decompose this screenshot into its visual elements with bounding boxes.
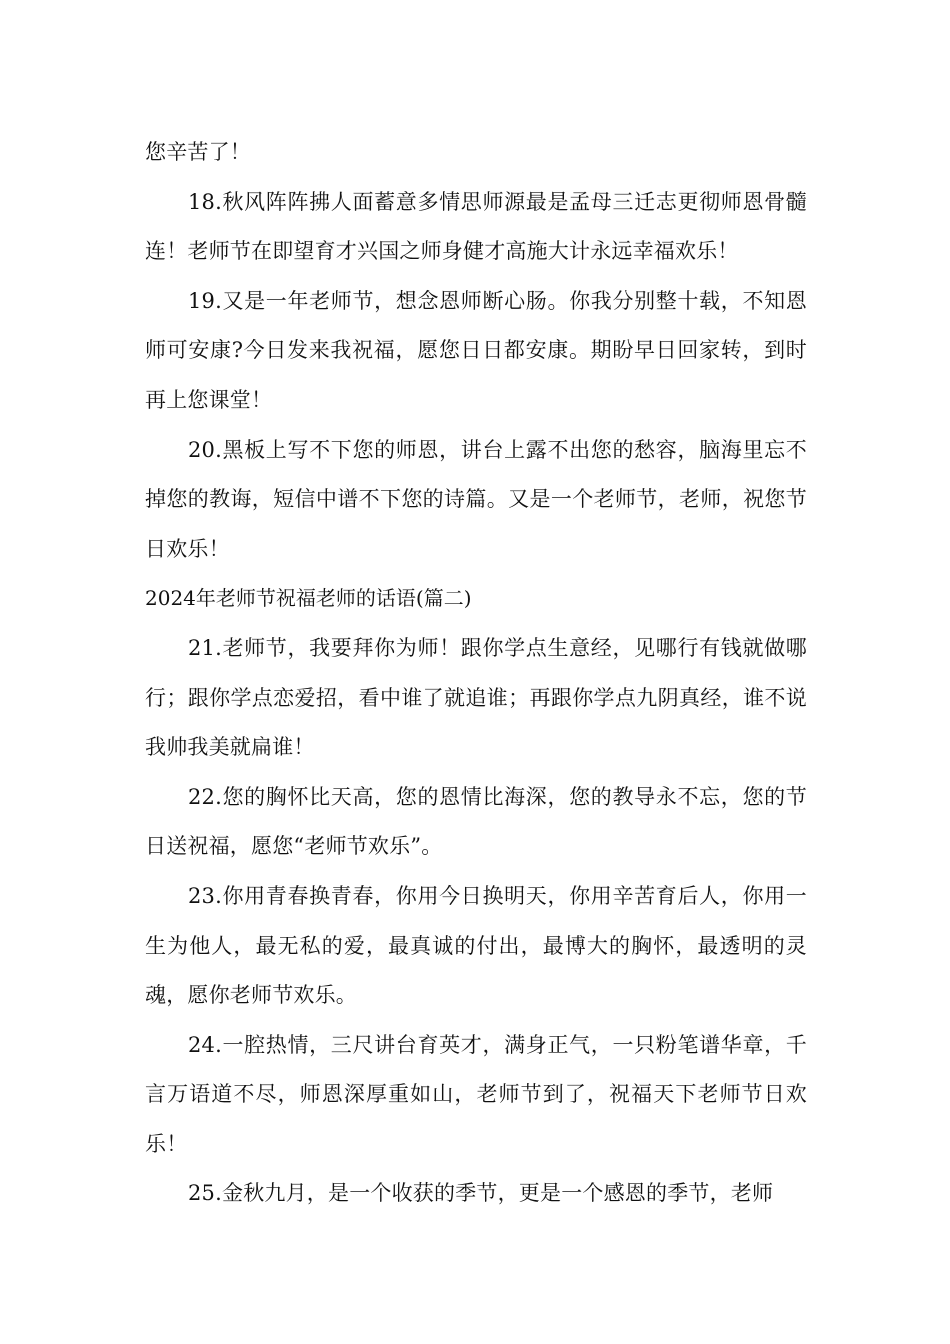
paragraph-continuation: 您辛苦了！: [145, 140, 251, 164]
section-heading: 2024年老师节祝福老师的话语(篇二): [145, 586, 472, 611]
paragraph-22: 22.您的胸怀比天高，您的恩情比海深，您的教导永不忘，您的节日送祝福，愿您“老师节欢乐”。: [145, 784, 807, 859]
paragraph-20: 20.黑板上写不下您的师恩，讲台上露不出您的愁容，脑海里忘不掉您的教诲，短信中谱不下您的诗篇。又是一个老师节，老师，祝您节日欢乐！: [145, 437, 807, 561]
paragraph-19: 19.又是一年老师节，想念恩师断心肠。你我分别整十载，不知恩师可安康?今日发来我祝福，愿您日日都安康。期盼早日回家转，到时再上您课堂！: [145, 288, 807, 412]
paragraph-21: 21.老师节，我要拜你为师！跟你学点生意经，见哪行有钱就做哪行；跟你学点恋爱招，看中谁了就追谁；再跟你学点九阴真经，谁不说我帅我美就扁谁！: [145, 635, 807, 760]
paragraph-18: 18.秋风阵阵拂人面蓄意多情思师源最是孟母三迁志更彻师恩骨髓连！老师节在即望育才兴国之师身健才高施大计永远幸福欢乐！: [145, 189, 807, 264]
paragraph-23: 23.你用青春换青春，你用今日换明天，你用辛苦育后人，你用一生为他人，最无私的爱，最真诚的付出，最博大的胸怀，最透明的灵魂，愿你老师节欢乐。: [145, 883, 807, 1008]
paragraph-25: 25.金秋九月，是一个收获的季节，更是一个感恩的季节，老师: [188, 1181, 774, 1206]
document-page: [145, 128, 807, 1219]
paragraph-24: 24.一腔热情，三尺讲台育英才，满身正气，一只粉笔谱华章，千言万语道不尽，师恩深厚重如山，老师节到了，祝福天下老师节日欢乐！: [145, 1032, 807, 1156]
